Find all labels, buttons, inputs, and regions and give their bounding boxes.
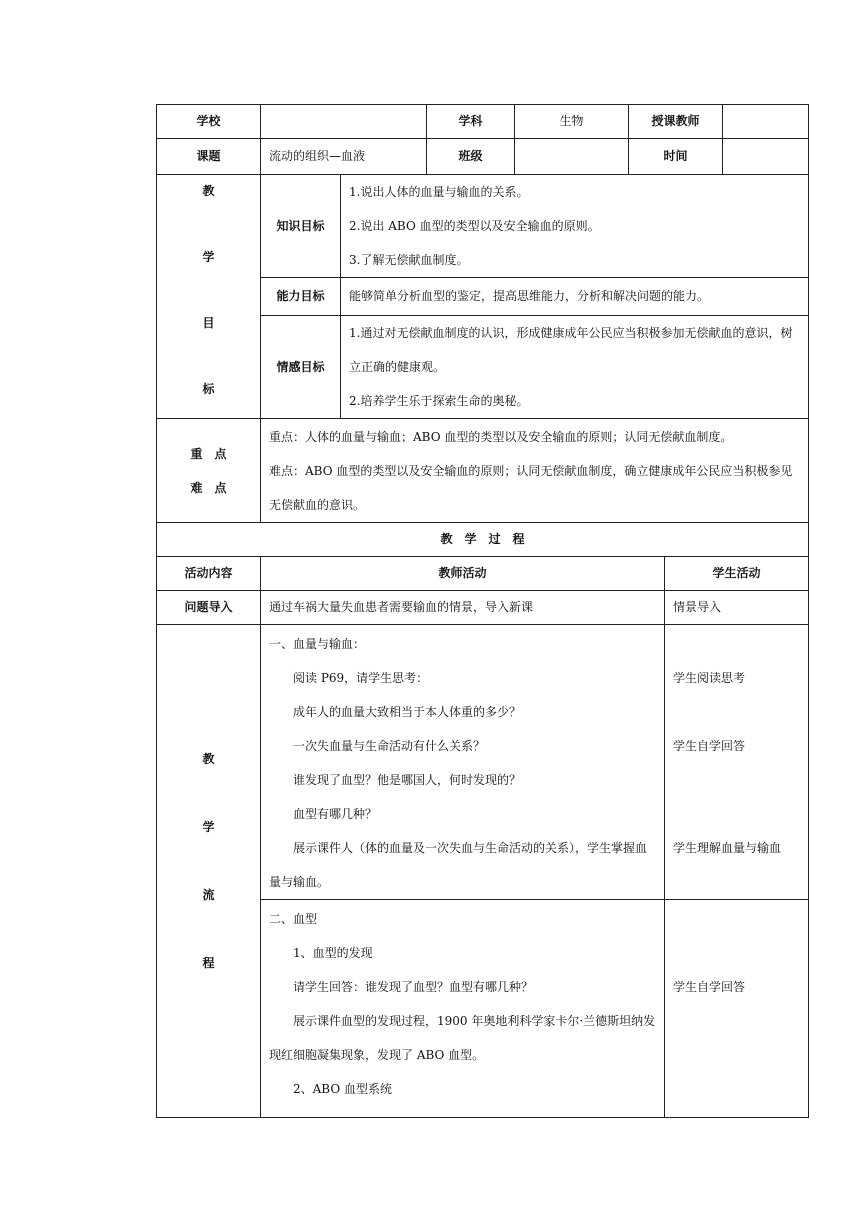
section2-heading: 二、血型 (269, 912, 318, 926)
col-teacher: 教师活动 (261, 557, 665, 591)
process-side-label (157, 625, 261, 1118)
key-label: 重 点 (190, 446, 227, 461)
emotion-content (341, 316, 809, 419)
section1-line: 一次失血量与生命活动有什么关系？ (293, 739, 486, 753)
side-char: 流 (202, 888, 215, 902)
ability-label: 能力目标 (261, 278, 341, 316)
section1-line: 血型有哪几种？ (293, 807, 378, 821)
student-activity: 学生自学回答 (673, 980, 746, 994)
header-row-2 (157, 139, 809, 175)
intro-label: 问题导入 (157, 591, 261, 625)
side-char: 目 (202, 316, 215, 330)
knowledge-item: 1.说出人体的血量与输血的关系。 (349, 185, 529, 199)
time-label: 时间 (629, 139, 723, 175)
knowledge-item: 3.了解无偿献血制度。 (349, 253, 469, 267)
subject-value: 生物 (515, 105, 629, 139)
side-char: 教 (202, 184, 215, 198)
time-value (723, 139, 809, 175)
knowledge-label: 知识目标 (261, 175, 341, 278)
section1-line: 成年人的血量大致相当于本人体重的多少？ (293, 705, 522, 719)
section1-student (665, 625, 809, 900)
student-activity: 学生自学回答 (673, 739, 746, 753)
process-header-row (157, 557, 809, 591)
section1-paragraph: 展示课件人（体的血量及一次失血与生命活动的关系），学生掌握血量与输血。 (269, 841, 648, 889)
emotion-label: 情感目标 (261, 316, 341, 419)
emotion-item: 1.通过对无偿献血制度的认识，形成健康成年公民应当积极参加无偿献血的意识，树立正确的健康观。 (349, 326, 793, 374)
class-value (515, 139, 629, 175)
key-points-side-label (157, 419, 261, 523)
spacer (673, 763, 800, 831)
subject-label: 学科 (427, 105, 515, 139)
key-points-row (157, 419, 809, 523)
section2-sub: 1、血型的发现 (293, 946, 373, 960)
section2-paragraph: 展示课件血型的发现过程，1900 年奥地利科学家卡尔·兰德斯坦纳发现红细胞凝集现象，发现了 ABO 血型。 (269, 1014, 656, 1062)
knowledge-item: 2.说出 ABO 血型的类型以及安全输血的原则。 (349, 219, 600, 233)
section2-line: 请学生回答：谁发现了血型？血型有哪几种？ (293, 980, 534, 994)
key-points-content (261, 419, 809, 523)
section1-line: 阅读 P69，请学生思考： (293, 671, 429, 685)
intro-teacher: 通过车祸大量失血患者需要输血的情景，导入新课 (261, 591, 665, 625)
topic-label: 课题 (157, 139, 261, 175)
side-char: 学 (202, 820, 215, 834)
side-char: 程 (202, 956, 215, 970)
ability-text: 能够简单分析血型的鉴定，提高思维能力，分析和解决问题的能力。 (341, 278, 809, 316)
section1-row (157, 625, 809, 900)
key-points-text: 重点：人体的血量与输血；ABO 血型的类型以及安全输血的原则；认同无偿献血制度。 (269, 429, 733, 444)
school-label: 学校 (157, 105, 261, 139)
knowledge-objective-row (157, 175, 809, 278)
col-student: 学生活动 (665, 557, 809, 591)
emotion-item: 2.培养学生乐于探索生命的奥秘。 (349, 394, 529, 408)
teacher-label: 授课教师 (629, 105, 723, 139)
section1-teacher (261, 625, 665, 900)
section2-student (665, 900, 809, 1118)
process-title: 教 学 过 程 (157, 523, 809, 557)
side-char: 学 (202, 250, 215, 264)
intro-row (157, 591, 809, 625)
side-char: 标 (202, 382, 215, 396)
lesson-plan-table (156, 104, 809, 1118)
col-activity: 活动内容 (157, 557, 261, 591)
section1-line: 谁发现了血型？他是哪国人，何时发现的？ (293, 773, 522, 787)
spacer (673, 695, 800, 729)
school-value (261, 105, 427, 139)
side-char: 教 (202, 752, 215, 766)
student-activity: 学生阅读思考 (673, 671, 746, 685)
teacher-value (723, 105, 809, 139)
section2-sub: 2、ABO 血型系统 (293, 1082, 392, 1096)
objectives-side-label (157, 175, 261, 419)
process-title-row (157, 523, 809, 557)
knowledge-content (341, 175, 809, 278)
student-activity: 学生理解血量与输血 (673, 841, 782, 855)
topic-value: 流动的组织—血液 (261, 139, 427, 175)
difficult-points-text: 难点：ABO 血型的类型以及安全输血的原则；认同无偿献血制度，确立健康成年公民应当积极参见无偿献血的意识。 (269, 463, 793, 512)
section1-heading: 一、血量与输血： (269, 637, 366, 651)
intro-student: 情景导入 (665, 591, 809, 625)
section2-teacher (261, 900, 665, 1118)
difficult-label: 难 点 (190, 480, 227, 495)
header-row-1 (157, 105, 809, 139)
class-label: 班级 (427, 139, 515, 175)
